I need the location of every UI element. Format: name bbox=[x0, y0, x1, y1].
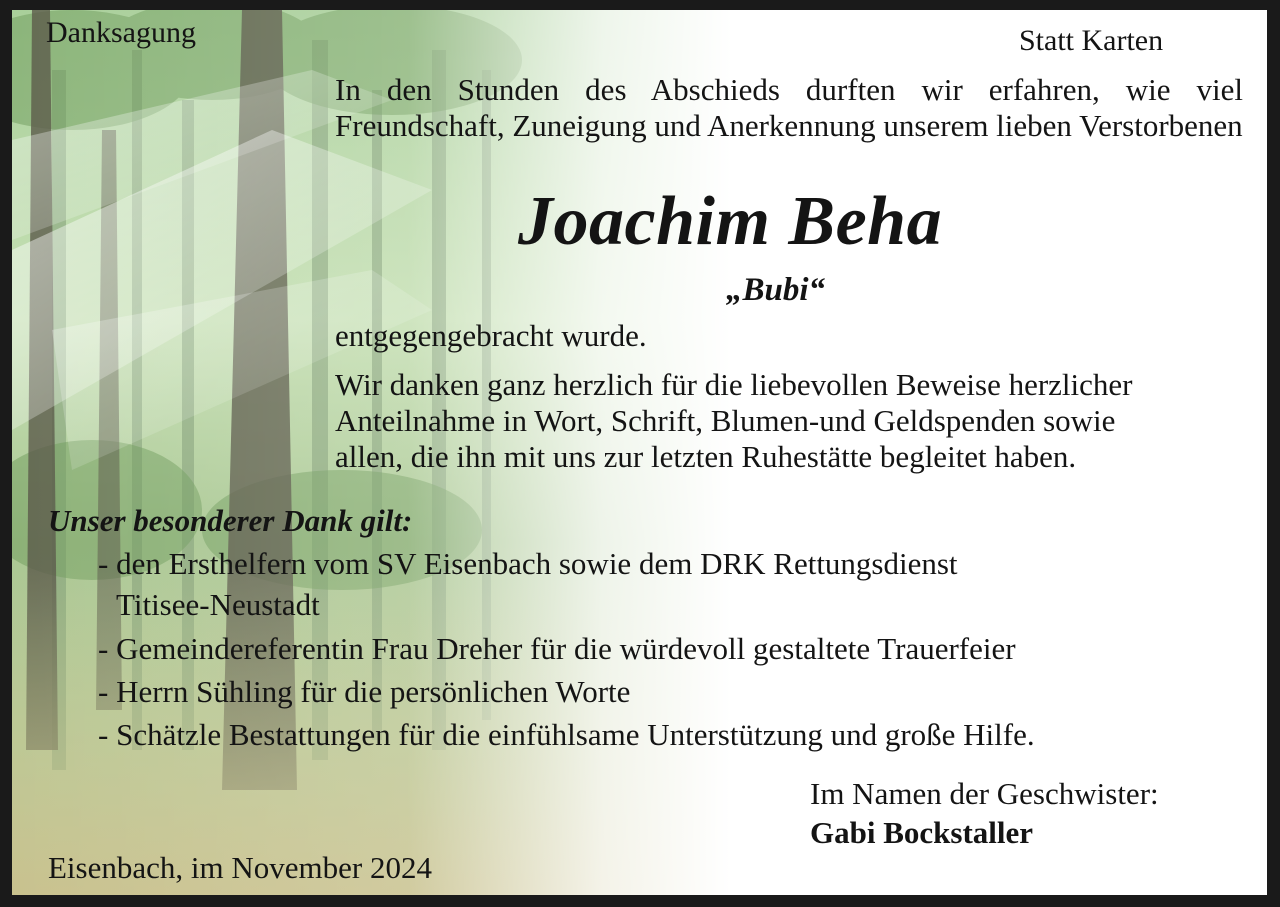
special-thanks-item-4: - Schätzle Bestattungen für die einfühlsame Unterstützung und große Hilfe. bbox=[98, 717, 1035, 752]
place-date: Eisenbach, im November 2024 bbox=[48, 850, 432, 885]
thanks-line-3: allen, die ihn mit uns zur letzten Ruhestätte begleitet haben. bbox=[335, 439, 1077, 474]
deceased-name: Joachim Beha bbox=[518, 183, 943, 260]
special-thanks-item-2: - Gemeindereferentin Frau Dreher für die würdevoll gestaltete Trauerfeier bbox=[98, 631, 1016, 666]
heading-danksagung: Danksagung bbox=[46, 16, 196, 49]
special-thanks-item-3: - Herrn Sühling für die persönlichen Worte bbox=[98, 674, 631, 709]
obituary-card bbox=[12, 10, 1267, 895]
thanks-line-1: Wir danken ganz herzlich für die liebevollen Beweise herzlicher bbox=[335, 367, 1133, 402]
special-thanks-item-1: - den Ersthelfern vom SV Eisenbach sowie dem DRK Rettungsdienst bbox=[98, 546, 958, 581]
signatory-name: Gabi Bockstaller bbox=[810, 815, 1034, 850]
thanks-line-2: Anteilnahme in Wort, Schrift, Blumen-und Geldspenden sowie bbox=[335, 403, 1116, 438]
statt-karten-label: Statt Karten bbox=[1019, 24, 1164, 57]
nickname: „Bubi“ bbox=[726, 272, 826, 308]
intro-paragraph: In den Stunden des Abschieds durften wir erfahren, wie viel Freundschaft, Zuneigung und Anerkennung unserem lieben Verstorbenen bbox=[335, 72, 1243, 143]
special-thanks-item-1-cont: Titisee-Neustadt bbox=[116, 587, 320, 622]
continuation-line: entgegengebracht wurde. bbox=[335, 318, 647, 353]
special-thanks-heading: Unser besonderer Dank gilt: bbox=[48, 503, 413, 538]
signoff-line: Im Namen der Geschwister: bbox=[810, 776, 1159, 811]
